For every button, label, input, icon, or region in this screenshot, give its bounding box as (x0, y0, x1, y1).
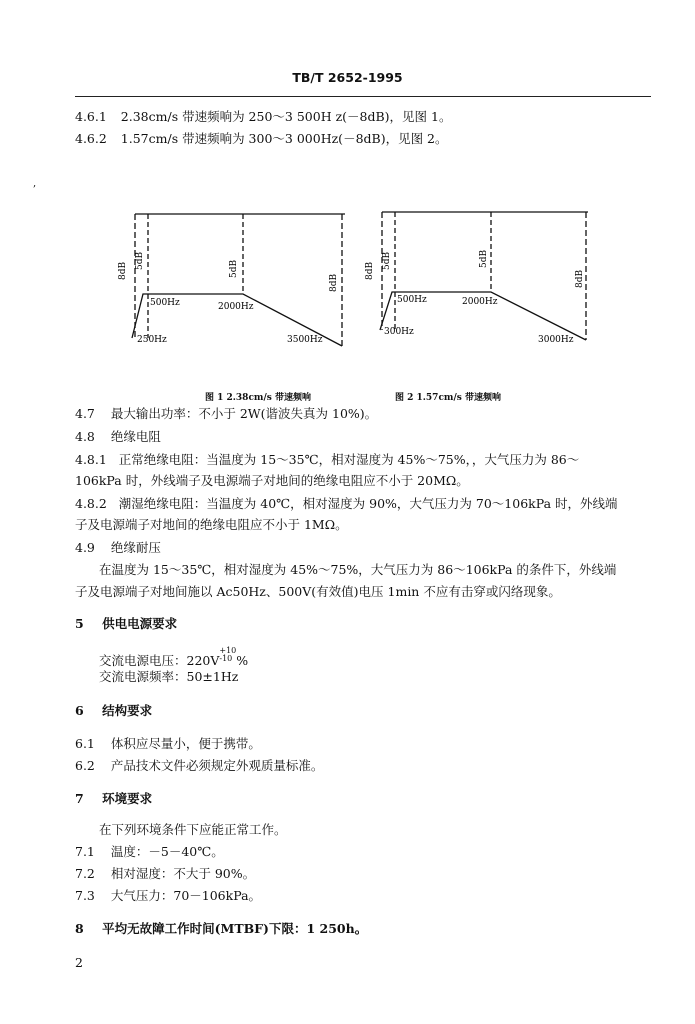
clause-4-8-2-line2: 子及电源端子对地间的绝缘电阻应不小于 1MΩ。 (75, 517, 348, 532)
clause-6-1 (75, 736, 261, 752)
section-8-heading (75, 921, 367, 937)
clause-number: 4.8.2 (75, 496, 107, 511)
clause-4-8 (75, 429, 161, 445)
supply-frequency: 交流电源频率：50±1Hz (99, 669, 239, 684)
clause-number: 4.8.1 (75, 452, 107, 467)
clause-number: 7.2 (75, 866, 95, 881)
clause-4-7 (75, 406, 377, 422)
label-250hz: 250Hz (137, 335, 167, 345)
clause-number: 4.6.1 (75, 109, 107, 124)
clause-number: 6.1 (75, 736, 95, 751)
label-5db-left: 5dB (382, 251, 392, 270)
clause-text: 体积应尽量小，便于携带。 (110, 736, 261, 751)
clause-7-2 (75, 866, 255, 882)
label-500hz: 500Hz (150, 298, 180, 308)
clause-number: 4.7 (75, 406, 95, 421)
label-3000hz: 3000Hz (538, 335, 574, 345)
clause-text-line1: 潮湿绝缘电阻：当温度为 40℃，相对湿度为 90%，大气压力为 70～106kPa 时，外线端 (118, 496, 618, 511)
clause-number: 4.6.2 (75, 131, 107, 146)
clause-4-6-2 (75, 131, 448, 147)
clause-text: 产品技术文件必须规定外观质量标准。 (110, 758, 324, 773)
label-2000hz: 2000Hz (462, 297, 498, 307)
clause-text: 大气压力：70－106kPa。 (110, 888, 262, 903)
clause-number: 4.8 (75, 429, 95, 444)
clause-4-9 (75, 540, 161, 556)
clause-7-1 (75, 844, 224, 860)
clause-text: 2.38cm/s 带速频响为 250～3 500H z(－8dB)，见图 1。 (120, 109, 452, 124)
section-7-heading (75, 791, 152, 807)
clause-4-8-1 (75, 452, 579, 468)
supply-voltage (99, 647, 248, 669)
voltage-tol-down: -10 (219, 654, 233, 663)
figure-2-caption: 图 2 1.57cm/s 带速频响 (395, 393, 501, 403)
voltage-tol-up: +10 (219, 646, 237, 655)
clause-number: 7.3 (75, 888, 95, 903)
figure-2-response-curve (362, 200, 602, 350)
section-title: 供电电源要求 (102, 616, 178, 631)
voltage-suffix: % (236, 653, 249, 668)
label-5db-left: 5dB (135, 251, 145, 270)
clause-number: 6.2 (75, 758, 95, 773)
clause-6-2 (75, 758, 323, 774)
label-8db-right: 8dB (575, 269, 585, 288)
label-500hz: 500Hz (397, 295, 427, 305)
label-8db-left: 8dB (118, 261, 128, 280)
section-7-intro: 在下列环境条件下应能正常工作。 (99, 822, 287, 837)
header-rule (75, 96, 651, 97)
clause-4-6-1 (75, 109, 451, 125)
voltage-prefix: 交流电源电压：220V (99, 653, 220, 668)
section-number: 5 (75, 616, 84, 631)
figure-1-response-curve (115, 208, 355, 353)
figure-1-caption: 图 1 2.38cm/s 带速频响 (205, 393, 311, 403)
clause-title: 绝缘耐压 (110, 540, 161, 555)
clause-text: 最大输出功率：不小于 2W(谐波失真为 10%)。 (110, 406, 378, 421)
section-6-heading (75, 703, 152, 719)
clause-4-9-line2: 子及电源端子对地间施以 Ac50Hz、500V(有效值)电压 1min 不应有击穿或闪络现象。 (75, 584, 561, 599)
clause-text: 相对湿度：不大于 90%。 (110, 866, 256, 881)
page-header: TB/T 2652-1995 (292, 70, 403, 85)
section-title: 平均无故障工作时间(MTBF)下限：1 250h。 (102, 921, 368, 936)
clause-7-3 (75, 888, 261, 904)
clause-4-9-line1: 在温度为 15～35℃，相对湿度为 45%～75%，大气压力为 86～106kPa 的条件下，外线端 (99, 562, 617, 577)
page-number: 2 (75, 955, 83, 970)
section-5-heading (75, 616, 177, 632)
section-title: 环境要求 (102, 791, 153, 806)
section-number: 6 (75, 703, 84, 718)
voltage-tolerance (219, 647, 236, 663)
label-8db-right: 8dB (329, 273, 339, 292)
clause-4-8-2 (75, 496, 618, 512)
label-300hz: 300Hz (384, 327, 414, 337)
clause-text-line1: 正常绝缘电阻：当温度为 15～35℃，相对湿度为 45%～75%，，大气压力为 86～ (118, 452, 580, 467)
clause-title: 绝缘电阻 (110, 429, 161, 444)
clause-text: 温度：－5－40℃。 (110, 844, 224, 859)
label-5db-mid: 5dB (479, 249, 489, 268)
section-number: 7 (75, 791, 84, 806)
clause-number: 7.1 (75, 844, 95, 859)
clause-number: 4.9 (75, 540, 95, 555)
section-number: 8 (75, 921, 84, 936)
section-title: 结构要求 (102, 703, 153, 718)
stray-mark: , (33, 178, 37, 189)
label-8db-left: 8dB (365, 261, 375, 280)
label-2000hz: 2000Hz (218, 302, 254, 312)
label-5db-mid: 5dB (229, 259, 239, 278)
clause-text: 1.57cm/s 带速频响为 300～3 000Hz(－8dB)，见图 2。 (120, 131, 448, 146)
label-3500hz: 3500Hz (287, 335, 323, 345)
clause-4-8-1-line2: 106kPa 时，外线端子及电源端子对地间的绝缘电阻应不小于 20MΩ。 (75, 473, 469, 488)
